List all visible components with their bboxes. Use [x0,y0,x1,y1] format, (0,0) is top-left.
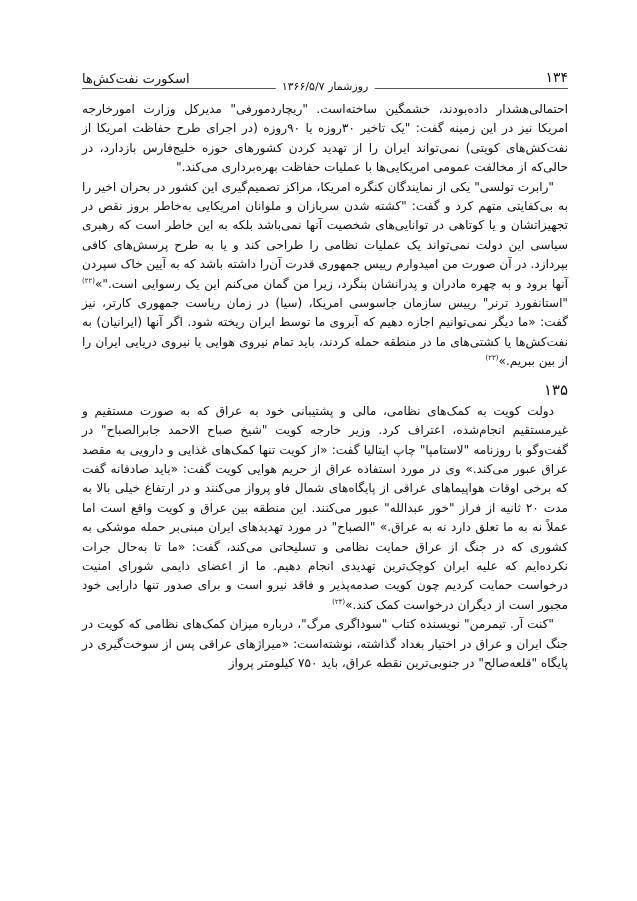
paragraph-text: احتمالی‌هشدار داده‌بودند، خشمگین ساخته‌است. "ریچاردمورفی" مدیرکل وزارت امورخارجه امریکا نیز در این زمینه گفت: "یک تاخیر ۳۰روزه یا ۹۰روزه (در اجرای طرح حفاظت امریکا از نفت‌کش‌های کویتی) نمی‌تواند ایران را از تهدید کردن کشورهای حوزه خلیج‌فارس بازدارد، در حالی‌که از مخالفت عمومی امریکایی‌ها با عملیات حفاظت بهره‌برداری می‌کند." [82,102,569,175]
paragraph-4 [82,615,568,673]
book-page [82,68,568,673]
footnote-ref: (۲۳) [485,354,499,363]
footnote-ref: (۲۴) [332,597,346,606]
paragraph-text: "استانفورد ترنر" رییس سازمان جاسوسی امریکا، (سیا) در زمان ریاست جمهوری کارتر، نیز گفت: «ما دیگر نمی‌توانیم اجازه دهیم که آبروی ما توسط ایران ریخته شود. اگر آنها (ایرانیان) به نفت‌کش‌ها یا کشتی‌های ما در منطقه حمله کردند، باید تمام نیروی هوایی یا نیروی دریایی ایران را از بین ببریم.» [82,296,568,369]
paragraph-text: دولت کویت به کمک‌های نظامی، مالی و پشتیبانی خود به عراق که به صورت مستقیم و غیرمستقیم انجام‌شده، اعتراف کرد. وزیر خارجه کویت "شیخ صباح الاحمد جابرالصباح" در گفت‌وگو با روزنامه "لاستامپا" چاپ ایتالیا گفت: «از کویت تنها کمک‌های غذایی و دارویی به مقصد عراق عبور می‌کند.» وی در مورد استفاده عراق از حریم هوایی کویت گفت: «باید صادقانه گفت که برخی اوقات هواپیماهای عراقی از پایگاه‌های شمال فاو پرواز می‌کنند و در ارتفاع خیلی بالا به مدت ۲۰ ثانیه از فراز "خور عبدالله" عبور می‌کنند. این منطقه بین عراق و کویت واقع است اما عملاً نه به ما تعلق دارد نه به عراق.» "الصباح" در مورد تهدیدهای ایران مبنی‌بر حمله موشکی به کشوری که در جنگ از عراق حمایت نظامی و تسلیحاتی می‌کند، گفت: «ما تا به‌حال جرات نکرده‌ایم که علیه ایران کوچک‌ترین تهدیدی انجام دهیم. ما از اعضای دایمی شورای امنیت درخواست حمایت کردیم چون کویت صدمه‌پذیر و فاقد نیرو است و برای صدور تنها دارایی خود مجبور است از دیگران درخواست کمک کند.» [82,403,568,612]
paragraph-text: "کنت آر. تیمرمن" نویسنده کتاب "سوداگری مرگ"، درباره میزان کمک‌های نظامی که کویت در جنگ ایران و عراق در اختیار بغداد گذاشته، نوشته‌است: «میراژهای عراقی پس از سوخت‌گیری در پایگاه "قلعه‌صالح" در جنوبی‌ترین نقطه عراق، باید ۷۵۰ کیلومتر پرواز [82,617,568,670]
page-body [82,100,568,673]
running-header [82,68,568,98]
paragraph-2 [82,178,568,372]
chapter-title: روزشمار ۱۳۶۶/۵/۷ [276,80,375,93]
book-title: اسکورت نفت‌کش‌ها [82,72,190,87]
paragraph-1 [82,100,568,178]
section-number: ۱۳۵ [543,380,568,399]
paragraph-text: "رابرت تولسی" یکی از نمایندگان کنگره امریکا، مراکز تصمیم‌گیری این کشور در بحران اخیر را به بی‌کفایتی متهم کرد و گفت: "کشته شدن سربازان و ملوانان امریکایی به‌خاطر بروز نقص در تجهیزاتشان و یا کوتاهی در توانایی‌های شخصیت آنها نمی‌باشد بلکه به این خاطر است که رهبری سیاسی این دولت نمی‌تواند یک عملیات نظامی را طراحی کند و یا به طرح پرسش‌های کافی بپردازد. در آن صورت من امیدوارم رییس جمهوری قدرت آن‌را داشته باشد که به آیین خاک سپردن آنها برود و به چهره مادران و پدرانشان بنگرد، زیرا من گمان می‌کنم این یک رسوایی است."» [82,179,568,291]
footnote-ref: (۲۲) [82,276,95,285]
page-number: ۱۳۴ [545,70,568,86]
paragraph-3 [82,402,568,615]
